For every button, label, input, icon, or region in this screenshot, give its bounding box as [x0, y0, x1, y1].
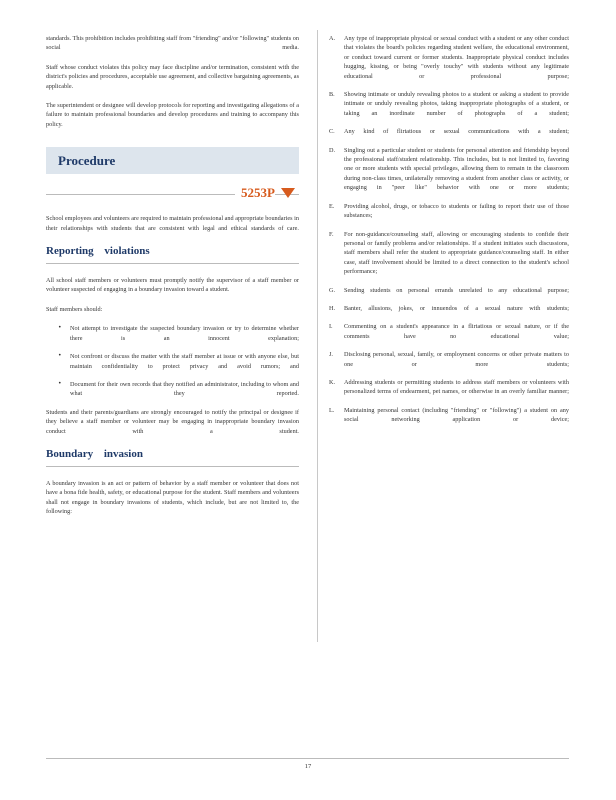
bullet-text: Not attempt to investigate the suspected boundary invasion or try to determine whether there is an innocent explanation; [70, 325, 299, 342]
item-text: Addressing students or permitting students to address staff members or volunteers with personalized terms of endearment, pet names, or otherwise in an overly familiar manner; [344, 378, 569, 396]
item-letter: J. [329, 351, 333, 359]
boundary-paragraph-1: A boundary invasion is an act or pattern of behavior by a staff member or volunteer that does not have a bona fide health, safety, or educational purpose for the student. Staff members and volunteers shall not engage in boundary invasions of students, which include, but are not limited to, the following: [46, 479, 299, 516]
item-text: For non-guidance/counseling staff, allowing or encouraging students to confide their personal or family problems and/or relationships. If a student initiates such discussions, staff members shall refer the student to appropriate guidance/counseling staff. In either case, staff involvement should be limited to a direct connection to the student's school performance; [344, 230, 569, 276]
intro-paragraph-3: The superintendent or designee will develop protocols for reporting and investigating allegations of a failure to maintain professional boundaries and develop procedures and training to accompany this policy. [46, 102, 299, 128]
item-text: Banter, allusions, jokes, or innuendos of a sexual nature with students; [344, 304, 569, 312]
item-text: Sending students on personal errands unrelated to any educational purpose; [344, 286, 569, 294]
boundary-invasion-list [329, 34, 569, 425]
bullet-icon: • [58, 379, 62, 387]
item-text: Singling out a particular student or students for personal attention and friendship beyond the professional staff/student relationship. This includes, but is not limited to, favoring one or more students with special privileges, allowing them to remain in the classroom during non-class times, unilaterally removing a student from another class or activity, or engaging in "peer like" behavior with one or more students; [344, 146, 569, 192]
bullet-icon: • [58, 352, 62, 360]
reporting-paragraph-3: Students and their parents/guardians are strongly encouraged to notify the principal or designee if they believe a staff member or volunteer may be engaging in inappropriate boundary invasion conduct with a student. [46, 408, 299, 435]
list-item [329, 322, 569, 341]
item-letter: F. [329, 230, 334, 238]
item-text: Showing intimate or unduly revealing photos to a student or asking a student to provide intimate or unduly revealing photos, taking inappropriate photographs of a student, or taking an inordinate number of photographs of a student; [344, 91, 569, 117]
list-item [329, 350, 569, 369]
list-item [46, 324, 299, 343]
item-letter: E. [329, 202, 335, 210]
footer-rule [46, 758, 569, 759]
intro-paragraph-2: Staff whose conduct violates this policy may face discipline and/or termination, consistent with the district's policies and procedures, acceptable use agreement, and collective bargaining agreements, as applicable. [46, 63, 299, 90]
item-letter: L. [329, 406, 335, 414]
right-column [329, 34, 569, 434]
item-text: Any kind of flirtatious or sexual communications with a student; [344, 128, 569, 136]
list-item [329, 34, 569, 81]
reporting-heading: Reporting violations [46, 245, 299, 264]
procedure-code-row [46, 182, 299, 214]
list-item [46, 380, 299, 399]
procedure-header-box [46, 147, 299, 174]
bullet-text: Document for their own records that they notified an administrator, including to whom and what they reported. [70, 380, 299, 398]
procedure-intro: School employees and volunteers are required to maintain professional and appropriate boundaries in their relationships with students that are consistent with legal and ethical standards of care. [46, 215, 299, 232]
item-text: Disclosing personal, sexual, family, or employment concerns or other private matters to one or more students; [344, 351, 569, 368]
item-letter: A. [329, 35, 336, 42]
column-divider [317, 30, 318, 642]
bullet-text: Not confront or discuss the matter with the staff member at issue or with anyone else, but maintain confidentiality to protect privacy and avoid rumors; and [70, 353, 299, 370]
intro-paragraph-1: standards. This prohibition includes prohibiting staff from "friending" and/or "following" students on social media. [46, 35, 299, 52]
item-text: Providing alcohol, drugs, or tobacco to students or failing to report their use of those substances; [344, 202, 569, 220]
left-column [46, 34, 299, 527]
procedure-code: 5253P [235, 185, 275, 201]
reporting-bullet-list [46, 324, 299, 398]
item-text: Maintaining personal contact (including "friending" or "following") a student on any social networking application or device; [344, 406, 569, 424]
item-text: Commenting on a student's appearance in a flirtatious or sexual nature, or if the comments have no educational value; [344, 323, 569, 340]
list-item [329, 406, 569, 425]
bullet-icon: • [58, 324, 62, 332]
page-number: 17 [304, 763, 312, 770]
list-item [329, 202, 569, 221]
list-item [329, 146, 569, 193]
item-letter: B. [329, 91, 335, 99]
item-letter: K. [329, 378, 336, 386]
item-letter: G. [329, 286, 336, 294]
reporting-paragraph-2: Staff members should: [46, 305, 103, 313]
list-item [329, 286, 569, 295]
list-item [329, 127, 569, 136]
item-letter: H. [329, 304, 336, 312]
item-letter: C. [329, 128, 335, 136]
triangle-down-icon [281, 188, 295, 198]
list-item [46, 352, 299, 371]
list-item [329, 304, 569, 313]
boundary-heading: Boundary invasion [46, 448, 299, 467]
item-letter: I. [329, 323, 333, 331]
item-letter: D. [329, 146, 336, 154]
list-item [329, 378, 569, 397]
item-text: Any type of inappropriate physical or sexual conduct with a student or any other conduct that violates the board's policies regarding student welfare, the educational environment, or conduct toward current or former students. Inappropriate physical conduct includes hugging, kissing, or being "overly touchy" with students without any legitimate educational or professional purpose; [344, 35, 569, 80]
list-item [329, 230, 569, 277]
list-item [329, 90, 569, 118]
procedure-title: Procedure [58, 153, 116, 169]
reporting-paragraph-1: All school staff members or volunteers must promptly notify the supervisor of a staff member or volunteer suspected of engaging in a boundary invasion toward a student. [46, 277, 299, 294]
